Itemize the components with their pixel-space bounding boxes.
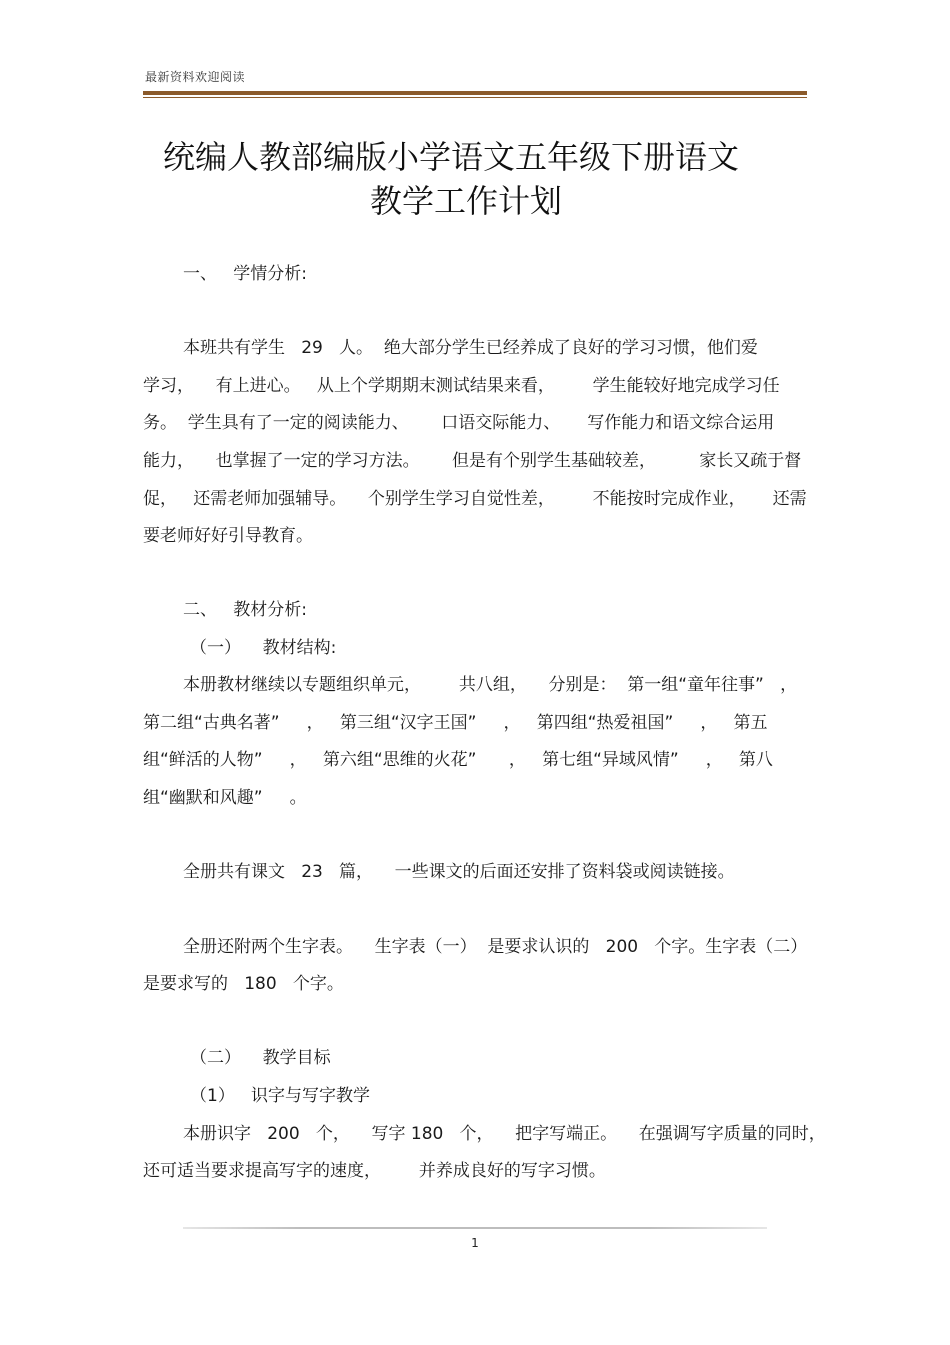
paragraph-line: 要老师好好引导教育。 bbox=[143, 526, 313, 546]
footer-rule bbox=[183, 1227, 767, 1229]
section-heading-textbook-analysis: 二、 教材分析: bbox=[183, 600, 307, 620]
paragraph-line: 组“鲜活的人物” ， 第六组“思维的火花” ， 第七组“异域风情” ， 第八 bbox=[143, 750, 773, 770]
paragraph-line: 能力， 也掌握了一定的学习方法。 但是有个别学生基础较差， 家长又疏于督 bbox=[143, 451, 802, 471]
paragraph-line: 第二组“古典名著” ， 第三组“汉字王国” ， 第四组“热爱祖国” ， 第五 bbox=[143, 713, 768, 733]
paragraph-line: 务。 学生具有了一定的阅读能力、 口语交际能力、 写作能力和语文综合运用 bbox=[143, 413, 775, 433]
header-rule-thin bbox=[143, 97, 807, 98]
document-title-line2: 教学工作计划 bbox=[370, 182, 563, 220]
page-number: 1 bbox=[471, 1236, 479, 1250]
subsection-heading-structure: （一） 教材结构: bbox=[190, 638, 337, 658]
paragraph-line: 本册教材继续以专题组织单元， 共八组， 分别是： 第一组“童年往事” ， bbox=[183, 675, 798, 695]
paragraph-line: 本班共有学生 29 人。 绝大部分学生已经养成了良好的学习习惯，他们爱 bbox=[183, 338, 758, 358]
paragraph-line: 还可适当要求提高写字的速度， 并养成良好的写字习惯。 bbox=[143, 1161, 606, 1181]
paragraph-line: 促， 还需老师加强辅导。 个别学生学习自觉性差， 不能按时完成作业， 还需 bbox=[143, 489, 807, 509]
paragraph-line: 本册识字 200 个， 写字 180 个， 把字写端正。 在强调写字质量的同时， bbox=[183, 1124, 826, 1144]
header-rule-thick bbox=[143, 91, 807, 95]
paragraph-line: 学习， 有上进心。 从上个学期期末测试结果来看， 学生能较好地完成学习任 bbox=[143, 376, 780, 396]
document-title-line1: 统编人教部编版小学语文五年级下册语文 bbox=[163, 138, 740, 176]
paragraph-line: 全册还附两个生字表。 生字表（一） 是要求认识的 200 个字。生字表（二） bbox=[183, 937, 808, 957]
subsection-heading-literacy: （1） 识字与写字教学 bbox=[190, 1086, 371, 1106]
paragraph-line: 组“幽默和风趣” 。 bbox=[143, 788, 307, 808]
paragraph-line: 是要求写的 180 个字。 bbox=[143, 974, 344, 994]
subsection-heading-goals: （二） 教学目标 bbox=[190, 1048, 331, 1068]
section-heading-student-analysis: 一、 学情分析: bbox=[183, 264, 307, 284]
paragraph-line: 全册共有课文 23 篇， 一些课文的后面还安排了资料袋或阅读链接。 bbox=[183, 862, 735, 882]
page-header-text: 最新资料欢迎阅读 bbox=[145, 70, 246, 84]
